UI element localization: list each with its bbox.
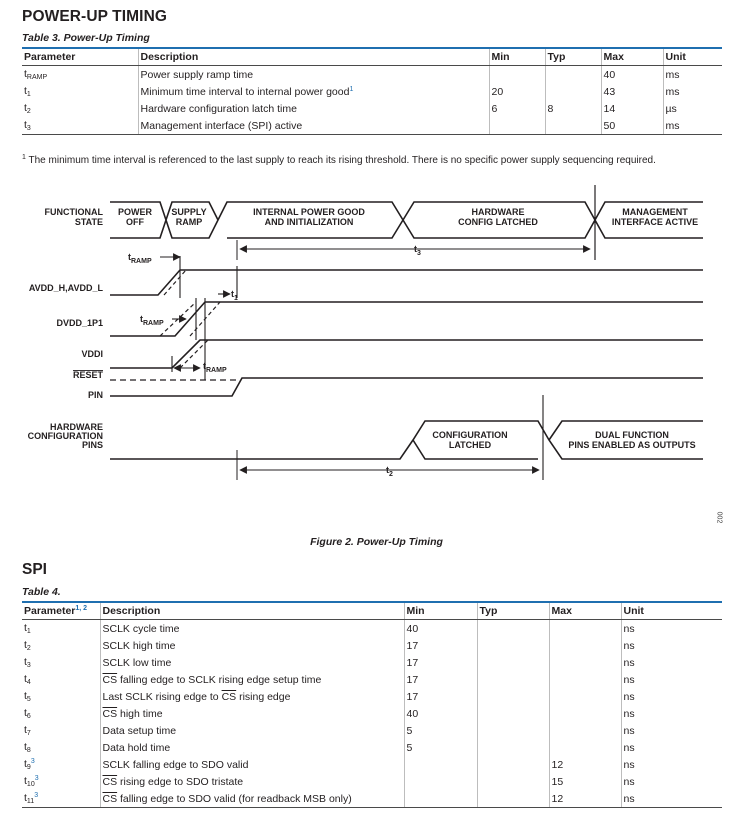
description-cell	[100, 756, 404, 773]
typ-cell	[477, 671, 549, 688]
min-cell	[404, 790, 477, 808]
max-cell	[549, 688, 621, 705]
typ-cell	[545, 117, 601, 135]
avdd-waveform	[110, 270, 703, 295]
figure-caption: Figure 2. Power-Up Timing	[310, 536, 443, 548]
description-text: Power supply ramp time	[140, 68, 254, 81]
functional-state-label-1: FUNCTIONAL	[44, 207, 103, 217]
param-symbol: t	[24, 690, 27, 702]
typ-cell	[477, 654, 549, 671]
figure-code: 002	[715, 511, 723, 524]
dual-function-label-1: DUAL FUNCTION	[595, 430, 669, 440]
table4-header-unit: Unit	[621, 602, 722, 620]
min-cell: 20	[489, 83, 545, 100]
signal-reset-label: RESET	[72, 370, 103, 380]
param-symbol: t	[24, 622, 27, 634]
min-cell: 17	[404, 671, 477, 688]
typ-cell	[477, 739, 549, 756]
param-cell	[22, 705, 100, 722]
description-text: high time	[117, 707, 163, 720]
typ-cell	[545, 66, 601, 84]
param-subscript: 1	[26, 91, 31, 98]
param-footnote: 3	[30, 758, 35, 765]
description-text: Last SCLK rising edge to	[102, 690, 222, 703]
min-cell: 5	[404, 722, 477, 739]
param-symbol: t	[24, 102, 27, 114]
table3-header-row	[22, 48, 722, 66]
description-text: SCLK cycle time	[102, 622, 180, 635]
description-signal-overbar: $\overline{CS}$	[102, 707, 118, 720]
unit-cell: ns	[621, 739, 722, 756]
signal-dvdd-label: DVDD_1P1	[56, 318, 103, 328]
param-subscript: 2	[26, 645, 31, 652]
description-text: Data hold time	[102, 741, 171, 754]
description-text: SCLK low time	[102, 656, 172, 669]
description-signal-overbar: $\overline{CS}$	[102, 792, 118, 805]
table3-row	[22, 117, 722, 135]
t2-label: $t_2$	[386, 465, 393, 478]
power-up-timing-diagram	[0, 180, 753, 490]
unit-cell: ms	[663, 83, 722, 100]
tramp-label-top: $t_{RAMP}$	[128, 252, 152, 265]
hw-pins-label-2: CONFIGURATION	[27, 431, 103, 441]
param-subscript: 11	[26, 798, 35, 805]
hw-pins-label-3: PINS	[81, 440, 103, 450]
table4-header-row	[22, 602, 722, 620]
param-symbol: t	[24, 741, 27, 753]
min-cell	[404, 773, 477, 790]
description-signal-overbar-end: $\overline{CS}$	[221, 690, 237, 703]
description-cell	[138, 66, 489, 84]
param-cell	[22, 654, 100, 671]
table4-row	[22, 654, 722, 671]
unit-cell: ns	[621, 688, 722, 705]
section-title-spi: SPI	[22, 561, 47, 578]
max-cell	[549, 739, 621, 756]
typ-cell	[477, 790, 549, 808]
param-cell	[22, 83, 138, 100]
param-symbol: t	[24, 656, 27, 668]
typ-cell	[477, 722, 549, 739]
min-cell: 17	[404, 688, 477, 705]
table4-caption: Table 4.	[22, 586, 61, 598]
state-power-off-1: POWER	[117, 207, 153, 217]
typ-cell	[477, 688, 549, 705]
max-cell: 15	[549, 773, 621, 790]
description-text: Minimum time interval to internal power good	[140, 85, 350, 98]
footnote-1	[22, 154, 656, 166]
description-text: SCLK falling edge to SDO valid	[102, 758, 249, 771]
max-cell	[549, 654, 621, 671]
state-supply-ramp-2: RAMP	[175, 217, 203, 227]
param-cell	[22, 671, 100, 688]
param-subscript: 6	[26, 713, 31, 720]
functional-state-label-2: STATE	[74, 217, 103, 227]
table3-header-typ: Typ	[545, 48, 601, 66]
hw-pins-label-1: HARDWARE	[50, 422, 103, 432]
param-subscript: 3	[26, 662, 31, 669]
param-cell	[22, 688, 100, 705]
param-subscript: 2	[26, 108, 31, 115]
table4-header-footnote-marks: 1, 2	[75, 605, 88, 612]
param-subscript: RAMP	[26, 74, 48, 81]
typ-cell	[545, 83, 601, 100]
description-cell	[100, 620, 404, 638]
max-cell	[549, 620, 621, 638]
typ-cell	[477, 637, 549, 654]
min-cell: 6	[489, 100, 545, 117]
param-cell	[22, 773, 100, 790]
table3-header-unit: Unit	[663, 48, 722, 66]
section-title-power-up: POWER-UP TIMING	[22, 8, 168, 25]
avdd-dashed	[164, 270, 186, 295]
description-text: falling edge to SDO valid (for readback MSB only)	[117, 792, 352, 805]
table4-row	[22, 671, 722, 688]
param-cell	[22, 100, 138, 117]
min-cell	[404, 756, 477, 773]
min-cell: 40	[404, 705, 477, 722]
table3-header-max: Max	[601, 48, 663, 66]
param-cell	[22, 117, 138, 135]
param-footnote: 3	[34, 775, 39, 782]
param-symbol: t	[24, 639, 27, 651]
description-cell	[100, 671, 404, 688]
param-subscript: 9	[26, 764, 31, 771]
param-symbol: t	[24, 673, 27, 685]
min-cell: 5	[404, 739, 477, 756]
min-cell	[489, 117, 545, 135]
table3-row	[22, 66, 722, 84]
table4-row	[22, 620, 722, 638]
description-text: Management interface (SPI) active	[140, 119, 303, 132]
max-cell	[549, 722, 621, 739]
param-cell	[22, 722, 100, 739]
table3	[22, 47, 722, 135]
unit-cell: ns	[621, 773, 722, 790]
unit-cell: ns	[621, 637, 722, 654]
param-symbol: t	[24, 707, 27, 719]
tramp-label-bottom: $t_{RAMP}$	[203, 361, 227, 374]
param-symbol: t	[24, 68, 27, 80]
param-subscript: 3	[26, 125, 31, 132]
dual-function-label-2: PINS ENABLED AS OUTPUTS	[568, 440, 696, 450]
table4	[22, 601, 722, 808]
max-cell: 40	[601, 66, 663, 84]
param-cell	[22, 756, 100, 773]
description-cell	[100, 637, 404, 654]
table4-row	[22, 739, 722, 756]
param-cell	[22, 620, 100, 638]
table4-row	[22, 637, 722, 654]
typ-cell	[477, 756, 549, 773]
vddi-waveform	[110, 340, 703, 368]
param-subscript: 1	[26, 628, 31, 635]
state-hw-config-latched-1: HARDWARE	[471, 207, 525, 217]
unit-cell: ns	[621, 620, 722, 638]
unit-cell: ns	[621, 654, 722, 671]
min-cell	[489, 66, 545, 84]
table3-header-parameter: Parameter	[22, 48, 138, 66]
unit-cell: µs	[663, 100, 722, 117]
unit-cell: ns	[621, 790, 722, 808]
signal-vddi-label: VDDI	[81, 349, 103, 359]
param-symbol: t	[24, 119, 27, 131]
description-cell	[100, 705, 404, 722]
footnote-text: The minimum time interval is referenced to the last supply to reach its rising threshold. There is no specific power supply sequencing required.	[28, 155, 656, 166]
max-cell: 12	[549, 756, 621, 773]
description-footnote: 1	[349, 85, 354, 93]
max-cell: 43	[601, 83, 663, 100]
t3-label: $t_3$	[414, 244, 421, 257]
param-cell	[22, 66, 138, 84]
param-symbol: t	[24, 758, 27, 770]
description-text: rising edge to SDO tristate	[117, 775, 244, 788]
table4-row	[22, 756, 722, 773]
description-signal-overbar: $\overline{CS}$	[102, 775, 118, 788]
table3-caption: Table 3. Power-Up Timing	[22, 32, 150, 44]
t1-label: $t_1$	[231, 289, 238, 302]
typ-cell: 8	[545, 100, 601, 117]
max-cell: 12	[549, 790, 621, 808]
footnote-mark: 1	[22, 154, 26, 161]
table3-row	[22, 100, 722, 117]
description-text-end: rising edge	[236, 690, 291, 703]
description-text: falling edge to SCLK rising edge setup time	[117, 673, 322, 686]
unit-cell: ns	[621, 756, 722, 773]
table4-header-min: Min	[404, 602, 477, 620]
table4-header-description: Description	[100, 602, 404, 620]
description-text: SCLK high time	[102, 639, 176, 652]
table4-row	[22, 705, 722, 722]
state-hw-config-latched-2: CONFIG LATCHED	[458, 217, 538, 227]
table4-row	[22, 688, 722, 705]
unit-cell: ms	[663, 66, 722, 84]
max-cell	[549, 705, 621, 722]
typ-cell	[477, 773, 549, 790]
param-subscript: 4	[26, 679, 31, 686]
param-subscript: 5	[26, 696, 31, 703]
description-cell	[100, 688, 404, 705]
param-subscript: 8	[26, 747, 31, 754]
min-cell: 40	[404, 620, 477, 638]
description-cell	[100, 790, 404, 808]
table4-header-typ: Typ	[477, 602, 549, 620]
description-cell	[100, 739, 404, 756]
state-mgmt-active-2: INTERFACE ACTIVE	[611, 217, 699, 227]
description-cell	[138, 83, 489, 100]
min-cell: 17	[404, 654, 477, 671]
param-footnote: 3	[34, 792, 39, 799]
signal-pin-label: PIN	[87, 390, 103, 400]
table3-header-description: Description	[138, 48, 489, 66]
unit-cell: ns	[621, 705, 722, 722]
description-cell	[100, 773, 404, 790]
table4-header-parameter: Parameter$^{1, 2}$	[22, 602, 100, 620]
description-cell	[138, 100, 489, 117]
param-cell	[22, 637, 100, 654]
description-cell	[100, 722, 404, 739]
state-internal-power-good-2: AND INITIALIZATION	[264, 217, 354, 227]
unit-cell: ms	[663, 117, 722, 135]
table3-header-min: Min	[489, 48, 545, 66]
table4-row	[22, 790, 722, 808]
description-text: Data setup time	[102, 724, 177, 737]
param-subscript: 10	[26, 781, 35, 788]
signal-avdd-label: AVDD_H,AVDD_L	[28, 283, 103, 293]
param-subscript: 7	[26, 730, 31, 737]
max-cell: 50	[601, 117, 663, 135]
table3-row	[22, 83, 722, 100]
tramp-label-mid: $t_{RAMP}$	[140, 314, 164, 327]
param-symbol: t	[24, 792, 27, 804]
dvdd-waveform	[110, 302, 703, 336]
param-symbol: t	[24, 724, 27, 736]
param-symbol: t	[24, 775, 27, 787]
description-signal-overbar: $\overline{CS}$	[102, 673, 118, 686]
state-internal-power-good-1: INTERNAL POWER GOOD	[253, 207, 365, 217]
param-cell	[22, 790, 100, 808]
max-cell	[549, 671, 621, 688]
min-cell: 17	[404, 637, 477, 654]
table4-row	[22, 773, 722, 790]
description-text: Hardware configuration latch time	[140, 102, 297, 115]
config-latched-label-1: CONFIGURATION	[432, 430, 508, 440]
description-cell	[138, 117, 489, 135]
typ-cell	[477, 705, 549, 722]
unit-cell: ns	[621, 722, 722, 739]
state-supply-ramp-1: SUPPLY	[171, 207, 207, 217]
reset-waveform	[110, 378, 703, 396]
param-symbol: t	[24, 85, 27, 97]
state-mgmt-active-1: MANAGEMENT	[622, 207, 688, 217]
max-cell: 14	[601, 100, 663, 117]
typ-cell	[477, 620, 549, 638]
unit-cell: ns	[621, 671, 722, 688]
param-cell	[22, 739, 100, 756]
table4-row	[22, 722, 722, 739]
config-latched-label-2: LATCHED	[448, 440, 492, 450]
max-cell	[549, 637, 621, 654]
state-power-off-2: OFF	[126, 217, 144, 227]
description-cell	[100, 654, 404, 671]
table4-header-max: Max	[549, 602, 621, 620]
